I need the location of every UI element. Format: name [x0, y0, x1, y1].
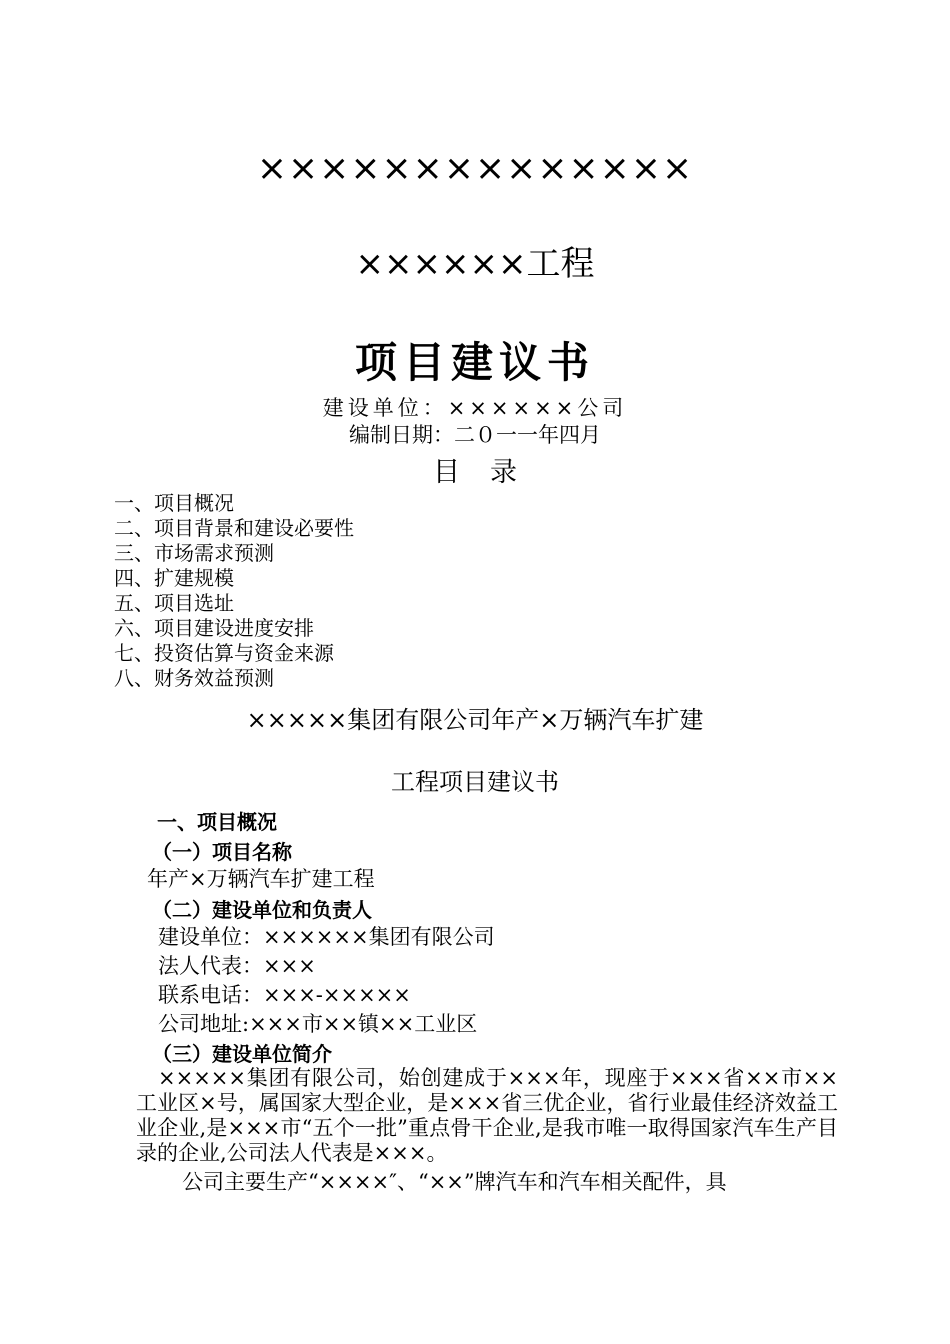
cover-compile-date: 编制日期：二０一一年四月 [349, 423, 601, 447]
toc-title: 目录 [433, 457, 547, 488]
address-line: 公司地址:×××市××镇××工业区 [158, 1012, 478, 1036]
subsection-heading: （二）建设单位和负责人 [152, 898, 372, 922]
cover-title: 项目建议书 [354, 338, 595, 387]
toc-list [114, 491, 354, 691]
phone-line: 联系电话：×××-××××× [158, 983, 411, 1007]
document-title-line2: 工程项目建议书 [391, 768, 559, 796]
toc-item: 六、项目建设进度安排 [114, 616, 314, 640]
toc-item: 五、项目选址 [114, 591, 234, 615]
construction-unit-line: 建设单位：××××××集团有限公司 [158, 925, 495, 949]
company-products-paragraph: 公司主要生产“××××″、“××”牌汽车和汽车相关配件，具 [182, 1170, 727, 1194]
toc-item: 一、项目概况 [114, 491, 234, 515]
toc-item: 四、扩建规模 [114, 566, 234, 590]
section-heading: 一、项目概况 [157, 810, 277, 834]
company-intro-paragraph: ×××××集团有限公司，始创建成于×××年，现座于×××省××市××工业区×号，属国家大型企业，是×××省三优企业，省行业最佳经济效益工业企业,是×××市“五个一批”重点骨干企业,是我市唯一取得国家汽车生产目录的企业,公司法人代表是×××。 [136, 1066, 838, 1165]
legal-representative-line: 法人代表：××× [158, 954, 316, 978]
cover-construction-unit: 建设单位：××××××公司 [322, 396, 628, 420]
subsection-heading: （三）建设单位简介 [152, 1042, 332, 1066]
project-name-text: 年产×万辆汽车扩建工程 [147, 867, 375, 891]
document-title-line1: ×××××集团有限公司年产×万辆汽车扩建 [246, 706, 704, 734]
cover-project-line: ×××××××××××××× [256, 148, 694, 189]
toc-item: 七、投资估算与资金来源 [114, 641, 334, 665]
toc-item: 八、财务效益预测 [114, 666, 274, 690]
cover-project-name: ××××××工程 [355, 244, 595, 284]
toc-item: 三、市场需求预测 [114, 541, 274, 565]
subsection-heading: （一）项目名称 [152, 840, 292, 864]
toc-item: 二、项目背景和建设必要性 [114, 516, 354, 540]
